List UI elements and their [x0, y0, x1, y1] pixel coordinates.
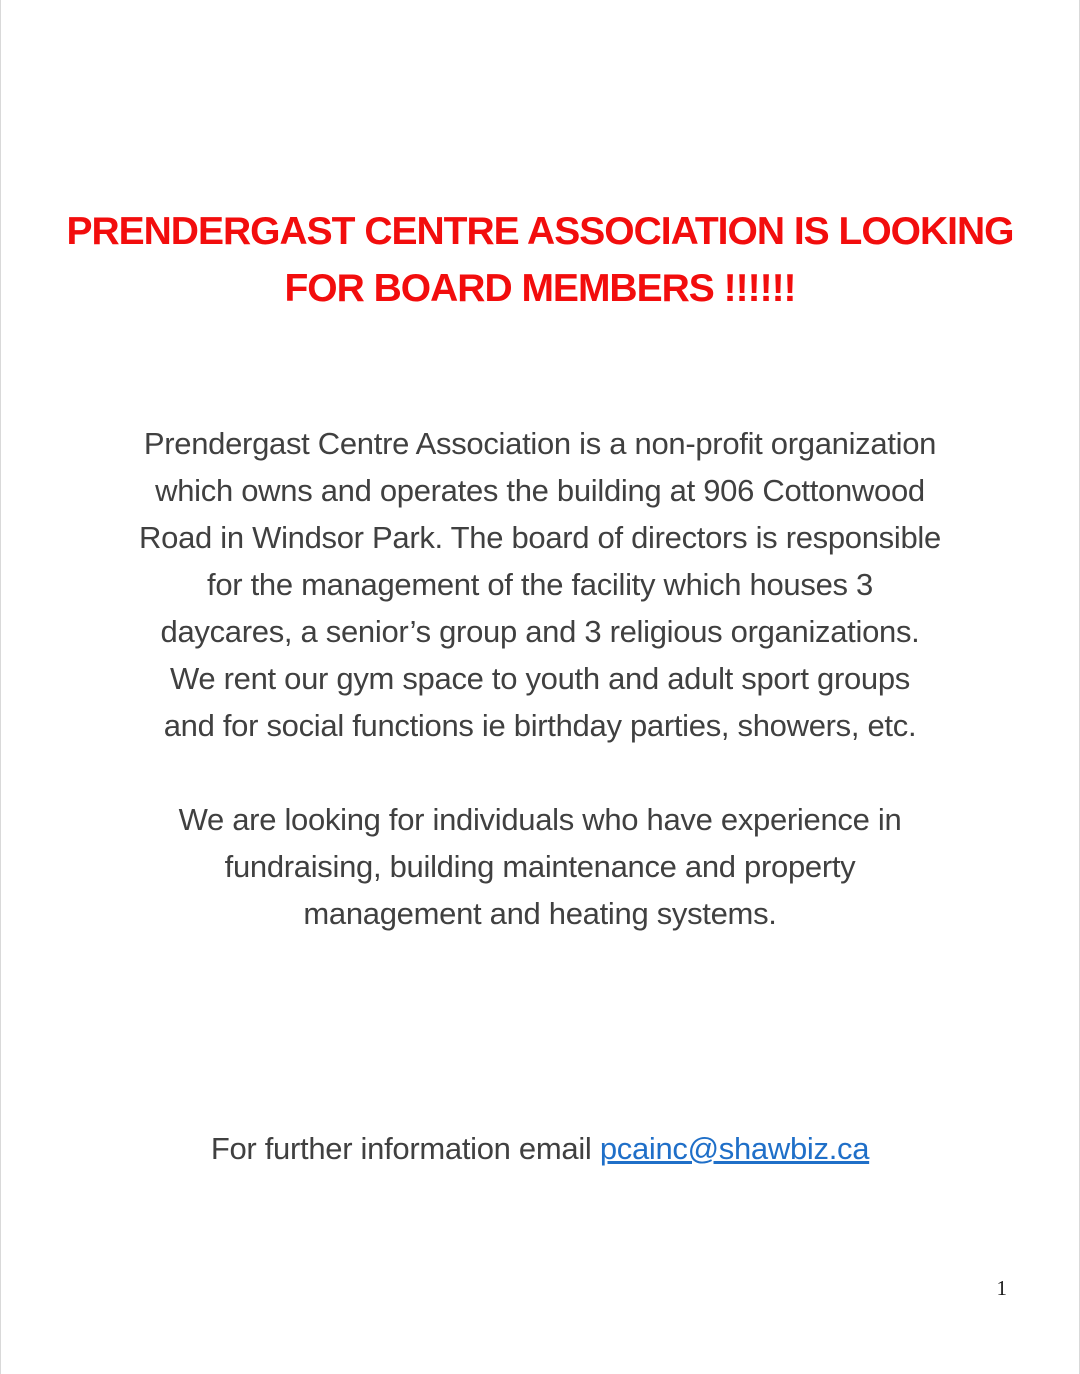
footer-contact-text: For further information email: [210, 1131, 600, 1166]
page-number: 1: [996, 1276, 1007, 1300]
headline: PRENDERGAST CENTRE ASSOCIATION IS LOOKING FOR BOARD MEMBERS !!!!!!: [66, 210, 1014, 310]
body-paragraph-about: Prendergast Centre Association is a non-profit organization which owns and operates the building at 906 Cottonwood Road in Windsor Park. The board of directors is responsible for the management of the facility which houses 3 daycares, a senior’s group and 3 religious organizations. We rent our gym space to youth and adult sport groups and for social functions ie birthday parties, showers, etc.: [139, 426, 941, 743]
body-paragraph-looking-for: We are looking for individuals who have experience in fundraising, building maintenance and property management and heating systems.: [178, 802, 902, 931]
footer-contact-line: [1, 1125, 1079, 1172]
email-link[interactable]: pcainc@shawbiz.ca: [599, 1131, 870, 1166]
